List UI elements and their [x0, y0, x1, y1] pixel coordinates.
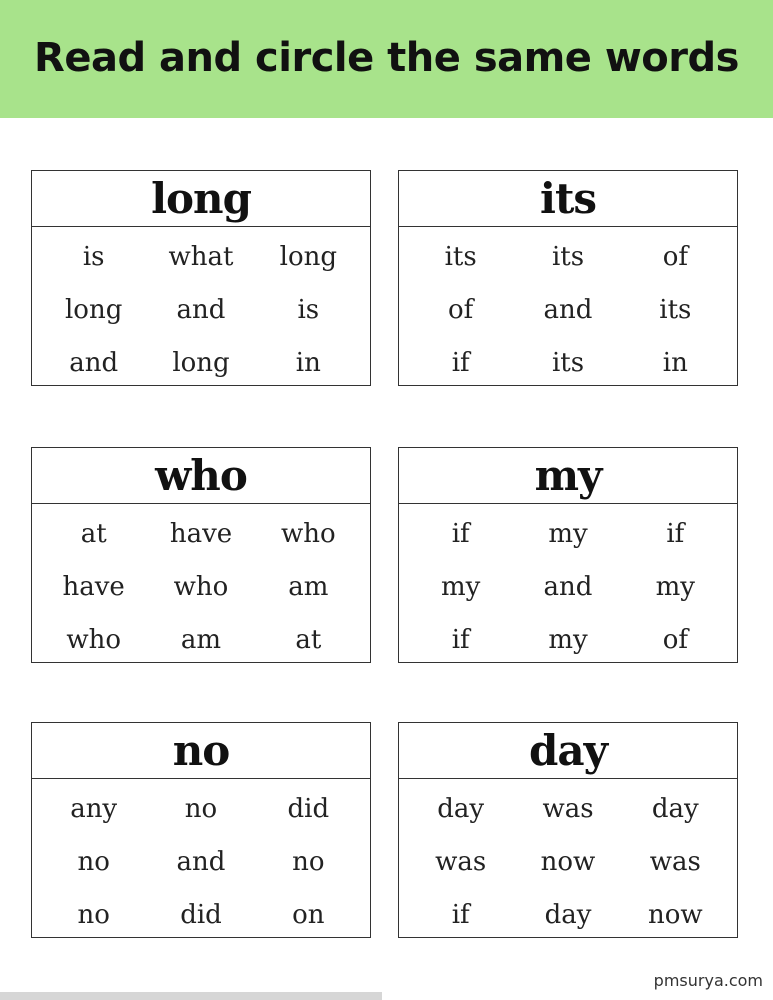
word-cell[interactable]: in: [295, 347, 321, 378]
word-grid: [32, 227, 370, 389]
card-target-word: day: [399, 723, 737, 779]
word-cell[interactable]: its: [659, 294, 692, 325]
word-card-its: [398, 170, 738, 386]
word-cell[interactable]: who: [66, 624, 121, 655]
word-cell[interactable]: and: [543, 571, 593, 602]
word-cell[interactable]: of: [662, 624, 688, 655]
word-cell[interactable]: long: [172, 347, 230, 378]
word-cell[interactable]: did: [180, 899, 222, 930]
word-cell[interactable]: was: [542, 793, 594, 824]
word-grid: [399, 504, 737, 666]
header-banner: [0, 0, 773, 118]
card-target-word: who: [32, 448, 370, 504]
word-cell[interactable]: of: [662, 241, 688, 272]
word-cell[interactable]: am: [180, 624, 222, 655]
word-cell[interactable]: day: [544, 899, 592, 930]
word-cell[interactable]: my: [440, 571, 481, 602]
word-card-my: [398, 447, 738, 663]
word-cell[interactable]: its: [551, 241, 585, 272]
word-cell[interactable]: at: [295, 624, 322, 655]
word-card-who: [31, 447, 371, 663]
word-cell[interactable]: in: [662, 347, 688, 378]
word-cell[interactable]: long: [64, 294, 123, 325]
word-cell[interactable]: if: [451, 518, 470, 549]
word-cell[interactable]: of: [448, 294, 474, 325]
word-cell[interactable]: if: [451, 624, 470, 655]
word-cell[interactable]: is: [82, 241, 105, 272]
word-cell[interactable]: no: [77, 846, 110, 877]
word-cell[interactable]: now: [648, 899, 703, 930]
word-grid: [32, 504, 370, 666]
word-cell[interactable]: what: [168, 241, 234, 272]
word-cell[interactable]: at: [80, 518, 107, 549]
page-title: Read and circle the same words: [34, 35, 739, 81]
footer-divider: [0, 992, 382, 1000]
word-cell[interactable]: my: [548, 624, 588, 655]
word-cell[interactable]: no: [184, 793, 218, 824]
word-cell[interactable]: is: [297, 294, 320, 325]
watermark-text: pmsurya.com: [653, 971, 763, 990]
word-cell[interactable]: have: [169, 518, 233, 549]
word-cell[interactable]: day: [651, 793, 699, 824]
word-cell[interactable]: was: [649, 846, 701, 877]
word-cell[interactable]: did: [287, 793, 330, 824]
word-cell[interactable]: and: [69, 347, 119, 378]
word-cell[interactable]: day: [437, 793, 485, 824]
word-cell[interactable]: no: [292, 846, 325, 877]
word-cell[interactable]: was: [435, 846, 487, 877]
word-card-no: [31, 722, 371, 938]
word-cell[interactable]: if: [451, 899, 470, 930]
word-cell[interactable]: if: [451, 347, 470, 378]
word-cell[interactable]: and: [176, 294, 226, 325]
word-cell[interactable]: if: [666, 518, 685, 549]
word-card-day: [398, 722, 738, 938]
word-cell[interactable]: now: [540, 846, 596, 877]
card-target-word: my: [399, 448, 737, 504]
word-cell[interactable]: am: [288, 571, 329, 602]
word-grid: [32, 779, 370, 941]
word-cell[interactable]: my: [655, 571, 695, 602]
word-card-long: [31, 170, 371, 386]
word-cell[interactable]: no: [77, 899, 110, 930]
card-target-word: no: [32, 723, 370, 779]
card-target-word: long: [32, 171, 370, 227]
word-cell[interactable]: on: [292, 899, 325, 930]
card-target-word: its: [399, 171, 737, 227]
word-cell[interactable]: have: [62, 571, 125, 602]
word-cell[interactable]: long: [279, 241, 337, 272]
word-grid: [399, 227, 737, 389]
word-cell[interactable]: any: [70, 793, 118, 824]
word-cell[interactable]: its: [551, 347, 585, 378]
word-cell[interactable]: my: [548, 518, 588, 549]
word-cell[interactable]: its: [444, 241, 477, 272]
word-cell[interactable]: who: [173, 571, 229, 602]
word-cell[interactable]: who: [281, 518, 336, 549]
word-cell[interactable]: and: [543, 294, 593, 325]
word-cell[interactable]: and: [176, 846, 226, 877]
word-grid: [399, 779, 737, 941]
